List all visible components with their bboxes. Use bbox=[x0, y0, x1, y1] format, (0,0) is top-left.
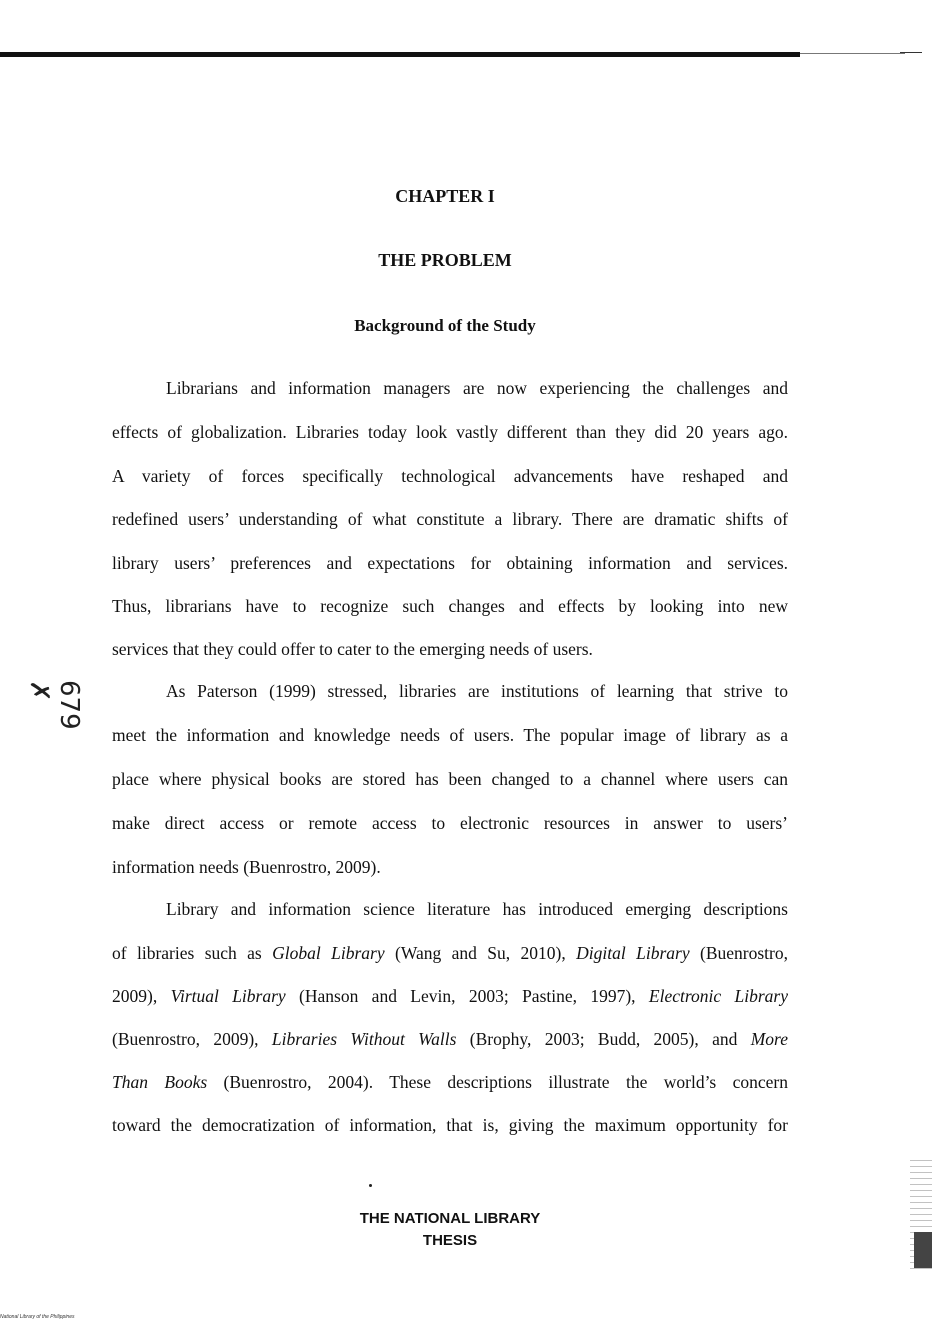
text-run: 2009), bbox=[112, 986, 171, 1006]
italic-term: More bbox=[750, 1029, 788, 1049]
chapter-title: THE PROBLEM bbox=[378, 250, 512, 270]
paragraph-line: meet the information and knowledge needs of users. The popular image of library as a bbox=[112, 725, 788, 745]
text-run: (Buenrostro, bbox=[689, 943, 788, 963]
italic-term: Virtual Library bbox=[170, 986, 286, 1006]
paragraph-line: library users’ preferences and expectations for obtaining information and services. bbox=[112, 553, 788, 573]
paragraph-line bbox=[112, 1072, 788, 1093]
italic-term: Than Books bbox=[112, 1072, 208, 1092]
paragraph-line: toward the democratization of information, that is, giving the maximum opportunity for bbox=[112, 1115, 788, 1135]
text-run: of libraries such as bbox=[112, 943, 273, 963]
paragraph-line: information needs (Buenrostro, 2009). bbox=[112, 857, 381, 877]
italic-term: Digital Library bbox=[576, 943, 690, 963]
paragraph-line: As Paterson (1999) stressed, libraries are institutions of learning that strive to bbox=[166, 681, 788, 701]
paragraph-line: redefined users’ understanding of what constitute a library. There are dramatic shifts of bbox=[112, 509, 788, 529]
italic-term: Global Library bbox=[272, 943, 385, 963]
chapter-heading: CHAPTER I bbox=[395, 186, 495, 206]
paragraph-line: place where physical books are stored has been changed to a channel where users can bbox=[112, 769, 788, 789]
paragraph-line: Thus, librarians have to recognize such changes and effects by looking into new bbox=[112, 596, 788, 616]
paragraph-line bbox=[112, 986, 788, 1007]
paragraph-line: A variety of forces specifically technological advancements have reshaped and bbox=[112, 466, 788, 486]
text-run: (Hanson and Levin, 2003; Pastine, 1997), bbox=[285, 986, 649, 1006]
text-run: (Buenrostro, 2004). These descriptions illustrate the world’s concern bbox=[207, 1072, 789, 1092]
text-run: (Buenrostro, 2009), bbox=[112, 1029, 272, 1049]
stamp-line: THE NATIONAL LIBRARY bbox=[359, 1210, 541, 1227]
handwritten-margin-note: 679 ✗ bbox=[24, 680, 84, 730]
top-scan-dash bbox=[900, 52, 922, 53]
paragraph-line: make direct access or remote access to electronic resources in answer to users’ bbox=[112, 813, 788, 833]
stamp-line: THESIS bbox=[422, 1232, 478, 1249]
library-stamp bbox=[330, 1208, 570, 1252]
scan-footer: National Library of the Philippines bbox=[0, 1314, 75, 1320]
top-scan-rule-thin bbox=[800, 53, 905, 54]
text-run: (Brophy, 2003; Budd, 2005), and bbox=[456, 1029, 751, 1049]
paragraph-line: Library and information science literature has introduced emerging descriptions bbox=[166, 899, 788, 919]
italic-term: Libraries Without Walls bbox=[271, 1029, 457, 1049]
scan-dot bbox=[369, 1184, 372, 1187]
text-run: (Wang and Su, 2010), bbox=[384, 943, 577, 963]
scan-edge-block bbox=[914, 1232, 932, 1268]
top-scan-rule bbox=[0, 52, 800, 57]
italic-term: Electronic Library bbox=[648, 986, 788, 1006]
paragraph-line bbox=[112, 943, 788, 964]
section-heading: Background of the Study bbox=[354, 316, 536, 335]
paragraph-line: Librarians and information managers are now experiencing the challenges and bbox=[166, 378, 788, 398]
paragraph-line: services that they could offer to cater to the emerging needs of users. bbox=[112, 639, 593, 659]
paragraph-line: effects of globalization. Libraries today look vastly different than they did 20 years ago. bbox=[112, 422, 788, 442]
paragraph-line bbox=[112, 1029, 788, 1050]
